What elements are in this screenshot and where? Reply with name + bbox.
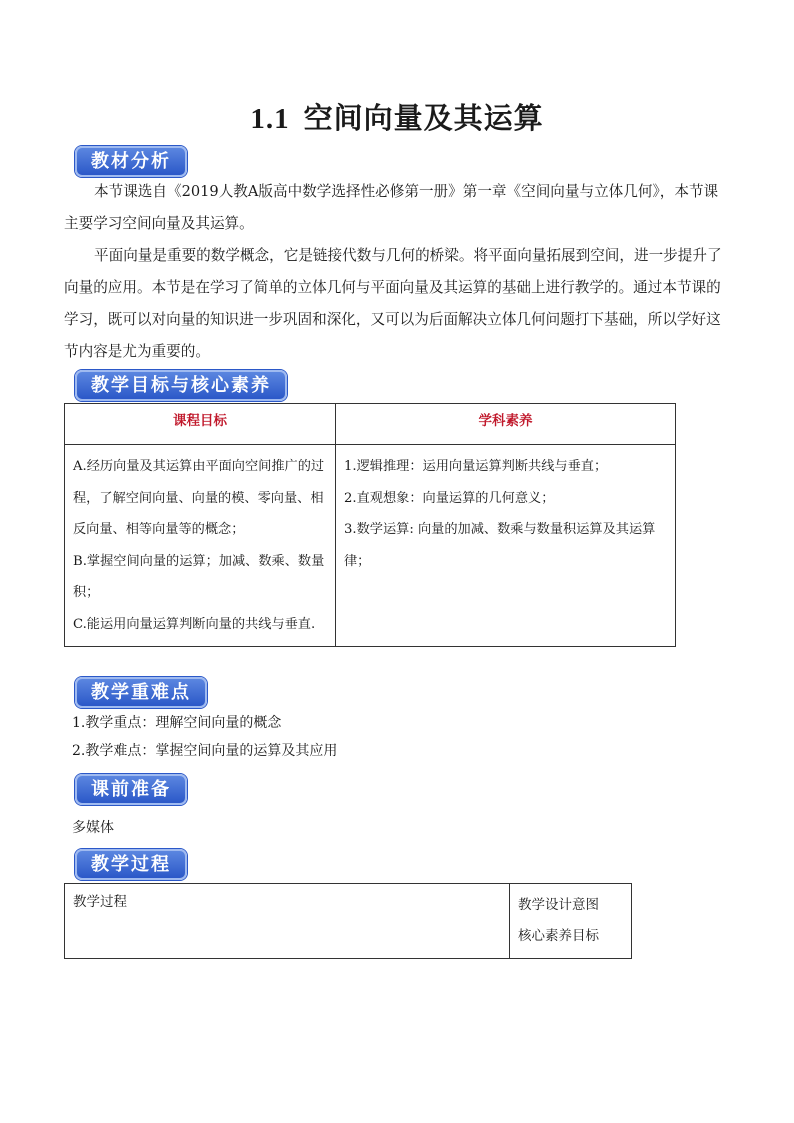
core-literacy-cell [336,445,676,647]
section-badge-process: 教学过程 [75,849,187,880]
section-badge-analysis: 教材分析 [75,146,187,177]
process-header-cell: 教学过程 [65,884,510,959]
course-goal-b: B.掌握空间向量的运算；加减、数乘、数量积； [73,553,325,600]
section-badge-goals: 教学目标与核心素养 [75,370,287,401]
core-literacy-goal-label: 核心素养目标 [518,928,599,944]
goals-table [64,403,676,647]
lesson-title: 空间向量及其运算 [303,101,544,135]
literacy-item-1: 1.逻辑推理：运用向量运算判断共线与垂直； [344,459,608,474]
analysis-paragraph-1: 本节课选自《2019人教A版高中数学选择性必修第一册》第一章《空间向量与立体几何》，本节课主要学习空间向量及其运算。 [64,183,719,232]
goals-table-body-row [65,445,676,647]
design-intent-cell [510,884,632,959]
literacy-item-3: 3.数学运算: 向量的加减、数乘与数量积运算及其运算律； [344,522,656,569]
design-intent-label: 教学设计意图 [518,897,599,913]
section-badge-keypoints: 教学重难点 [75,677,207,708]
analysis-paragraph-2: 平面向量是重要的数学概念，它是链接代数与几何的桥梁。将平面向量拓展到空间，进一步提升了向量的应用。本节是在学习了简单的立体几何与平面向量及其运算的基础上进行教学的。通过本节课的学习，既可以对向量的知识进一步巩固和深化，又可以为后面解决立体几何问题打下基础，所以学好这节内容是尤为重要的。 [64,247,722,360]
lesson-number: 1.1 [250,103,290,135]
literacy-item-2: 2.直观想象：向量运算的几何意义； [344,490,555,506]
keypoint-focus: 1.教学重点：理解空间向量的概念 [72,715,282,731]
course-goal-c: C.能运用向量运算判断向量的共线与垂直. [73,616,316,632]
keypoint-difficulty: 2.教学难点：掌握空间向量的运算及其应用 [72,743,338,759]
prep-text: 多媒体 [72,820,114,836]
course-goal-a: A.经历向量及其运算由平面向空间推广的过程，了解空间向量、向量的模、零向量、相反向量、相等向量等的概念； [73,459,325,537]
header-core-literacy: 学科素养 [336,404,676,445]
goals-table-header-row [65,404,676,445]
page-title [0,96,794,137]
header-course-goals: 课程目标 [65,404,336,445]
course-goals-cell [65,445,336,647]
process-table [64,883,632,959]
section-badge-prep: 课前准备 [75,774,187,805]
process-table-row [65,884,632,959]
